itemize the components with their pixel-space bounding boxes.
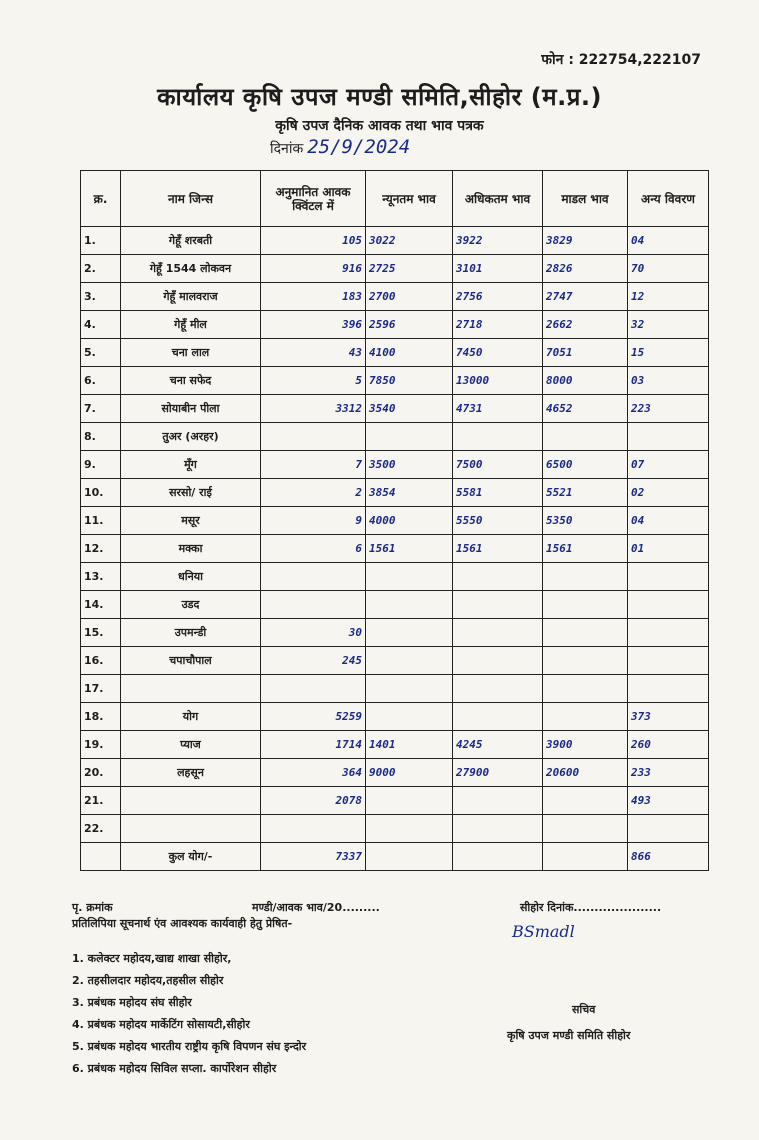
other-detail: 260 bbox=[628, 731, 709, 759]
max-price bbox=[453, 815, 543, 843]
max-price: 1561 bbox=[453, 535, 543, 563]
other-detail bbox=[628, 423, 709, 451]
row-number: 3. bbox=[81, 283, 121, 311]
min-price: 3540 bbox=[366, 395, 453, 423]
modal-price bbox=[543, 787, 628, 815]
col-header-other: अन्य विवरण bbox=[628, 171, 709, 227]
row-number: 2. bbox=[81, 255, 121, 283]
date-line bbox=[270, 136, 410, 158]
min-price bbox=[366, 563, 453, 591]
table-header-row bbox=[81, 171, 709, 227]
commodity-name bbox=[121, 787, 261, 815]
min-price bbox=[366, 675, 453, 703]
other-detail: 373 bbox=[628, 703, 709, 731]
modal-price: 4652 bbox=[543, 395, 628, 423]
max-price: 2756 bbox=[453, 283, 543, 311]
row-number: 1. bbox=[81, 227, 121, 255]
table-row bbox=[81, 227, 709, 255]
table-row bbox=[81, 451, 709, 479]
modal-price bbox=[543, 675, 628, 703]
min-price bbox=[366, 703, 453, 731]
commodity-name: चना लाल bbox=[121, 339, 261, 367]
commodity-name: उडद bbox=[121, 591, 261, 619]
row-number: 13. bbox=[81, 563, 121, 591]
copy-intro: प्रतिलिपिया सूचनार्थ एंव आवश्यक कार्यवाही हेतु प्रेषित- bbox=[72, 917, 293, 930]
modal-price: 7051 bbox=[543, 339, 628, 367]
arrival-qty: 245 bbox=[261, 647, 366, 675]
recipient-item: 6. प्रबंधक महोदय सिविल सप्ला. कार्पोरेशन सीहोर bbox=[72, 1062, 277, 1075]
modal-price: 2747 bbox=[543, 283, 628, 311]
modal-price: 5350 bbox=[543, 507, 628, 535]
other-detail bbox=[628, 591, 709, 619]
modal-price: 3900 bbox=[543, 731, 628, 759]
min-price: 3022 bbox=[366, 227, 453, 255]
min-price bbox=[366, 647, 453, 675]
min-price bbox=[366, 787, 453, 815]
arrival-qty bbox=[261, 675, 366, 703]
max-price: 4731 bbox=[453, 395, 543, 423]
other-detail: 15 bbox=[628, 339, 709, 367]
row-number: 5. bbox=[81, 339, 121, 367]
row-number: 14. bbox=[81, 591, 121, 619]
other-detail bbox=[628, 815, 709, 843]
min-price: 2725 bbox=[366, 255, 453, 283]
col-header-max-price: अधिकतम भाव bbox=[453, 171, 543, 227]
min-price: 4000 bbox=[366, 507, 453, 535]
max-price: 5581 bbox=[453, 479, 543, 507]
other-detail: 493 bbox=[628, 787, 709, 815]
modal-price bbox=[543, 843, 628, 871]
row-number: 17. bbox=[81, 675, 121, 703]
max-price: 5550 bbox=[453, 507, 543, 535]
other-detail: 04 bbox=[628, 227, 709, 255]
other-detail: 233 bbox=[628, 759, 709, 787]
table-row bbox=[81, 283, 709, 311]
modal-price: 1561 bbox=[543, 535, 628, 563]
modal-price: 20600 bbox=[543, 759, 628, 787]
committee-name: कृषि उपज मण्डी समिति सीहोर bbox=[507, 1029, 631, 1042]
row-number: 7. bbox=[81, 395, 121, 423]
commodity-price-table bbox=[80, 170, 709, 871]
modal-price bbox=[543, 815, 628, 843]
arrival-qty: 9 bbox=[261, 507, 366, 535]
commodity-name: मक्का bbox=[121, 535, 261, 563]
min-price: 7850 bbox=[366, 367, 453, 395]
min-price: 1401 bbox=[366, 731, 453, 759]
min-price: 2596 bbox=[366, 311, 453, 339]
table-row bbox=[81, 647, 709, 675]
phone-number: फोन : 222754,222107 bbox=[541, 52, 701, 68]
table-row bbox=[81, 591, 709, 619]
min-price: 2700 bbox=[366, 283, 453, 311]
date-value: 25/9/2024 bbox=[307, 136, 411, 158]
commodity-name: लहसून bbox=[121, 759, 261, 787]
table-row bbox=[81, 255, 709, 283]
col-header-arrival: अनुमानित आवक क्विंटल में bbox=[261, 171, 366, 227]
min-price bbox=[366, 843, 453, 871]
max-price bbox=[453, 787, 543, 815]
table-row bbox=[81, 311, 709, 339]
min-price bbox=[366, 591, 453, 619]
col-header-modal-price: माडल भाव bbox=[543, 171, 628, 227]
col-header-commodity: नाम जिन्स bbox=[121, 171, 261, 227]
commodity-name: गेहूँ मील bbox=[121, 311, 261, 339]
table-row bbox=[81, 787, 709, 815]
commodity-name: सोयाबीन पीला bbox=[121, 395, 261, 423]
modal-price bbox=[543, 619, 628, 647]
sheet-subtitle: कृषि उपज दैनिक आवक तथा भाव पत्रक bbox=[275, 118, 484, 134]
arrival-qty: 5 bbox=[261, 367, 366, 395]
arrival-qty bbox=[261, 563, 366, 591]
other-detail bbox=[628, 647, 709, 675]
modal-price bbox=[543, 647, 628, 675]
table-row bbox=[81, 675, 709, 703]
max-price: 3922 bbox=[453, 227, 543, 255]
arrival-qty: 6 bbox=[261, 535, 366, 563]
arrival-qty bbox=[261, 423, 366, 451]
table-row bbox=[81, 479, 709, 507]
arrival-qty: 364 bbox=[261, 759, 366, 787]
max-price bbox=[453, 423, 543, 451]
row-number: 4. bbox=[81, 311, 121, 339]
row-number: 22. bbox=[81, 815, 121, 843]
recipient-item: 5. प्रबंधक महोदय भारतीय राष्ट्रीय कृषि विपणन संघ इन्दोर bbox=[72, 1040, 307, 1053]
max-price bbox=[453, 619, 543, 647]
max-price bbox=[453, 843, 543, 871]
commodity-name bbox=[121, 815, 261, 843]
max-price bbox=[453, 563, 543, 591]
commodity-name: प्याज bbox=[121, 731, 261, 759]
row-number: 9. bbox=[81, 451, 121, 479]
other-detail bbox=[628, 675, 709, 703]
row-number: 18. bbox=[81, 703, 121, 731]
arrival-qty: 183 bbox=[261, 283, 366, 311]
commodity-name: कुल योग/- bbox=[121, 843, 261, 871]
table-row bbox=[81, 535, 709, 563]
row-number: 16. bbox=[81, 647, 121, 675]
row-number: 19. bbox=[81, 731, 121, 759]
table-row bbox=[81, 759, 709, 787]
col-header-min-price: न्यूनतम भाव bbox=[366, 171, 453, 227]
min-price: 4100 bbox=[366, 339, 453, 367]
row-number: 12. bbox=[81, 535, 121, 563]
arrival-qty: 30 bbox=[261, 619, 366, 647]
min-price: 9000 bbox=[366, 759, 453, 787]
table-row bbox=[81, 339, 709, 367]
modal-price: 5521 bbox=[543, 479, 628, 507]
table-row bbox=[81, 367, 709, 395]
office-title: कार्यालय कृषि उपज मण्डी समिति,सीहोर (म.प्र.) bbox=[157, 83, 602, 111]
row-number: 21. bbox=[81, 787, 121, 815]
other-detail bbox=[628, 563, 709, 591]
row-number: 11. bbox=[81, 507, 121, 535]
row-number bbox=[81, 843, 121, 871]
max-price: 27900 bbox=[453, 759, 543, 787]
recipient-item: 2. तहसीलदार महोदय,तहसील सीहोर bbox=[72, 974, 224, 987]
max-price bbox=[453, 647, 543, 675]
min-price: 3854 bbox=[366, 479, 453, 507]
max-price bbox=[453, 703, 543, 731]
table-row bbox=[81, 395, 709, 423]
commodity-name: योग bbox=[121, 703, 261, 731]
commodity-name: सरसो/ राई bbox=[121, 479, 261, 507]
recipient-item: 1. कलेक्टर महोदय,खाद्य शाखा सीहोर, bbox=[72, 952, 232, 965]
table-row bbox=[81, 815, 709, 843]
max-price: 7500 bbox=[453, 451, 543, 479]
recipient-list bbox=[72, 948, 306, 1080]
arrival-qty: 3312 bbox=[261, 395, 366, 423]
min-price bbox=[366, 815, 453, 843]
commodity-name: मूँग bbox=[121, 451, 261, 479]
min-price bbox=[366, 423, 453, 451]
recipient-item: 3. प्रबंधक महोदय संघ सीहोर bbox=[72, 996, 192, 1009]
arrival-qty: 5259 bbox=[261, 703, 366, 731]
arrival-qty: 2078 bbox=[261, 787, 366, 815]
min-price bbox=[366, 619, 453, 647]
min-price: 3500 bbox=[366, 451, 453, 479]
commodity-name: गेहूँ 1544 लोकवन bbox=[121, 255, 261, 283]
modal-price: 2826 bbox=[543, 255, 628, 283]
commodity-name: उपमन्डी bbox=[121, 619, 261, 647]
max-price: 7450 bbox=[453, 339, 543, 367]
other-detail: 32 bbox=[628, 311, 709, 339]
table-row bbox=[81, 843, 709, 871]
arrival-qty: 7 bbox=[261, 451, 366, 479]
other-detail: 70 bbox=[628, 255, 709, 283]
commodity-name: चना सफेद bbox=[121, 367, 261, 395]
row-number: 20. bbox=[81, 759, 121, 787]
min-price: 1561 bbox=[366, 535, 453, 563]
other-detail: 223 bbox=[628, 395, 709, 423]
commodity-name: धनिया bbox=[121, 563, 261, 591]
commodity-name: मसूर bbox=[121, 507, 261, 535]
other-detail: 04 bbox=[628, 507, 709, 535]
arrival-qty: 105 bbox=[261, 227, 366, 255]
arrival-qty bbox=[261, 591, 366, 619]
arrival-qty bbox=[261, 815, 366, 843]
row-number: 10. bbox=[81, 479, 121, 507]
arrival-qty: 2 bbox=[261, 479, 366, 507]
max-price: 4245 bbox=[453, 731, 543, 759]
table-row bbox=[81, 731, 709, 759]
date-label: दिनांक bbox=[270, 141, 304, 157]
other-detail: 03 bbox=[628, 367, 709, 395]
commodity-name: गेहूँ मालवराज bbox=[121, 283, 261, 311]
arrival-qty: 7337 bbox=[261, 843, 366, 871]
recipient-item: 4. प्रबंधक महोदय मार्केटिंग सोसायटी,सीहोर bbox=[72, 1018, 250, 1031]
commodity-name: गेहूँ शरबती bbox=[121, 227, 261, 255]
secretary-title: सचिव bbox=[572, 1003, 596, 1016]
row-number: 8. bbox=[81, 423, 121, 451]
table-row bbox=[81, 423, 709, 451]
modal-price: 6500 bbox=[543, 451, 628, 479]
max-price: 3101 bbox=[453, 255, 543, 283]
arrival-qty: 916 bbox=[261, 255, 366, 283]
table-row bbox=[81, 563, 709, 591]
modal-price bbox=[543, 423, 628, 451]
table-row bbox=[81, 507, 709, 535]
max-price bbox=[453, 675, 543, 703]
row-number: 15. bbox=[81, 619, 121, 647]
other-detail: 02 bbox=[628, 479, 709, 507]
commodity-name: तुअर (अरहर) bbox=[121, 423, 261, 451]
ref-number-label: पृ. क्रमांक bbox=[72, 901, 113, 914]
modal-price: 2662 bbox=[543, 311, 628, 339]
other-detail: 07 bbox=[628, 451, 709, 479]
col-header-sno: क्र. bbox=[81, 171, 121, 227]
commodity-name bbox=[121, 675, 261, 703]
modal-price bbox=[543, 563, 628, 591]
other-detail bbox=[628, 619, 709, 647]
sehore-date-line: सीहोर दिनांक..................... bbox=[520, 901, 662, 914]
arrival-qty: 1714 bbox=[261, 731, 366, 759]
modal-price: 8000 bbox=[543, 367, 628, 395]
max-price: 2718 bbox=[453, 311, 543, 339]
arrival-qty: 396 bbox=[261, 311, 366, 339]
table-row bbox=[81, 703, 709, 731]
row-number: 6. bbox=[81, 367, 121, 395]
modal-price bbox=[543, 591, 628, 619]
arrival-qty: 43 bbox=[261, 339, 366, 367]
modal-price: 3829 bbox=[543, 227, 628, 255]
ref-number-format: मण्डी/आवक भाव/20......... bbox=[252, 901, 380, 914]
other-detail: 12 bbox=[628, 283, 709, 311]
other-detail: 866 bbox=[628, 843, 709, 871]
commodity-name: चपाचौपाल bbox=[121, 647, 261, 675]
table-row bbox=[81, 619, 709, 647]
other-detail: 01 bbox=[628, 535, 709, 563]
signature: BSmadl bbox=[512, 922, 575, 941]
max-price bbox=[453, 591, 543, 619]
modal-price bbox=[543, 703, 628, 731]
max-price: 13000 bbox=[453, 367, 543, 395]
